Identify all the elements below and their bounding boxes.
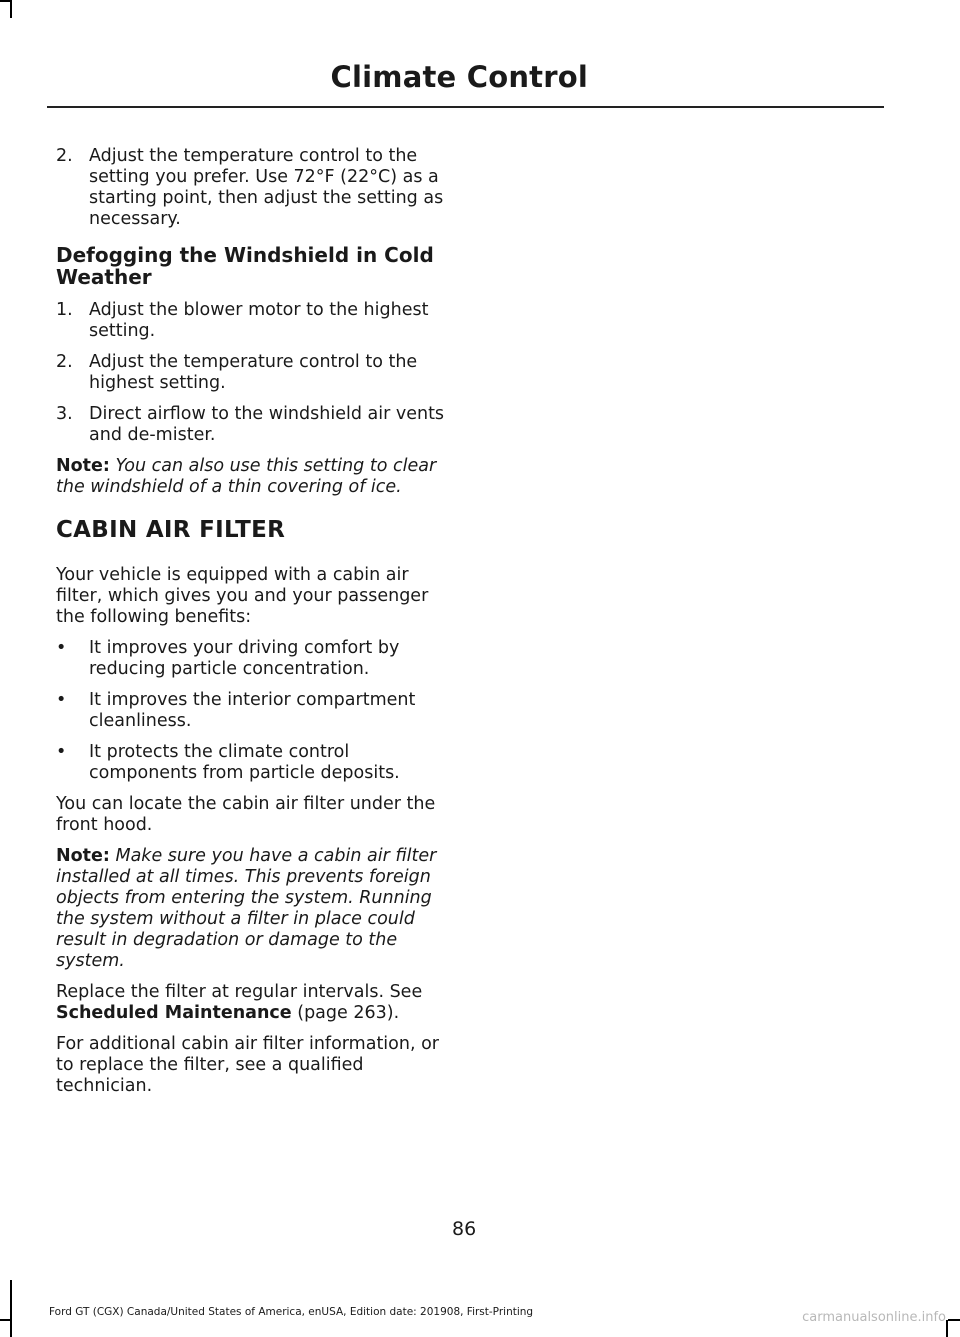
- list-item: [56, 352, 448, 394]
- list-item: [56, 742, 448, 784]
- note-filter: [56, 846, 448, 972]
- scheduled-maintenance-link[interactable]: Scheduled Maintenance: [56, 1003, 292, 1023]
- note-label: Note:: [56, 846, 110, 866]
- note-text: Make sure you have a cabin air filter installed at all times. This prevents foreign objects from entering the system. Running the system without a filter in place could result in degradation or damage to the system.: [56, 846, 437, 971]
- additional-info: For additional cabin air filter information, or to replace the filter, see a qualified technician.: [56, 1034, 439, 1096]
- benefit-list: [56, 638, 448, 784]
- list-item: [56, 690, 448, 732]
- crop-mark: [0, 0, 10, 2]
- cabin-intro: Your vehicle is equipped with a cabin air filter, which gives you and your passenger the following benefits:: [56, 565, 429, 627]
- replace-prefix: Replace the filter at regular intervals. See: [56, 982, 423, 1002]
- benefit-text: It improves your driving comfort by reducing particle concentration.: [89, 638, 400, 679]
- bullet-icon: •: [56, 742, 67, 762]
- bullet-icon: •: [56, 638, 67, 658]
- crop-mark: [10, 0, 12, 18]
- note-text: You can also use this setting to clear the windshield of a thin covering of ice.: [56, 456, 437, 497]
- step-number: 2.: [56, 146, 73, 166]
- replace-text: [56, 982, 448, 1024]
- watermark: carmanualsonline.info: [802, 1310, 946, 1325]
- page-title: Climate Control: [330, 60, 588, 94]
- list-item: [56, 146, 448, 230]
- benefit-text: It protects the climate control components from particle deposits.: [89, 742, 400, 783]
- defog-heading: Defogging the Windshield in Cold Weather: [56, 243, 434, 289]
- crop-mark: [948, 1319, 960, 1321]
- main-column: [56, 146, 448, 1107]
- crop-mark: [946, 1320, 948, 1337]
- page-number: 86: [452, 1218, 477, 1240]
- step-text: Adjust the blower motor to the highest setting.: [89, 300, 429, 341]
- page-reference: (page 263).: [297, 1003, 400, 1023]
- list-item: [56, 638, 448, 680]
- temperature-step-list: [56, 146, 448, 230]
- locate-text: You can locate the cabin air filter under the front hood.: [56, 794, 436, 835]
- step-number: 2.: [56, 352, 73, 372]
- list-item: [56, 300, 448, 342]
- list-item: [56, 404, 448, 446]
- defog-step-list: [56, 300, 448, 446]
- note-ice: [56, 456, 448, 498]
- step-text: Adjust the temperature control to the highest setting.: [89, 352, 418, 393]
- step-text: Direct airflow to the windshield air vents and de-mister.: [89, 404, 445, 445]
- crop-mark: [0, 1319, 10, 1321]
- bullet-icon: •: [56, 690, 67, 710]
- header-divider: [47, 106, 884, 108]
- step-text: Adjust the temperature control to the setting you prefer. Use 72°F (22°C) as a starting point, then adjust the setting as necessary.: [89, 146, 444, 229]
- edition-footer: Ford GT (CGX) Canada/United States of America, enUSA, Edition date: 201908, First-Printing: [49, 1306, 534, 1318]
- step-number: 1.: [56, 300, 73, 320]
- crop-mark: [10, 1280, 12, 1337]
- step-number: 3.: [56, 404, 73, 424]
- note-label: Note:: [56, 456, 110, 476]
- cabin-air-filter-heading: CABIN AIR FILTER: [56, 517, 286, 543]
- benefit-text: It improves the interior compartment cleanliness.: [89, 690, 416, 731]
